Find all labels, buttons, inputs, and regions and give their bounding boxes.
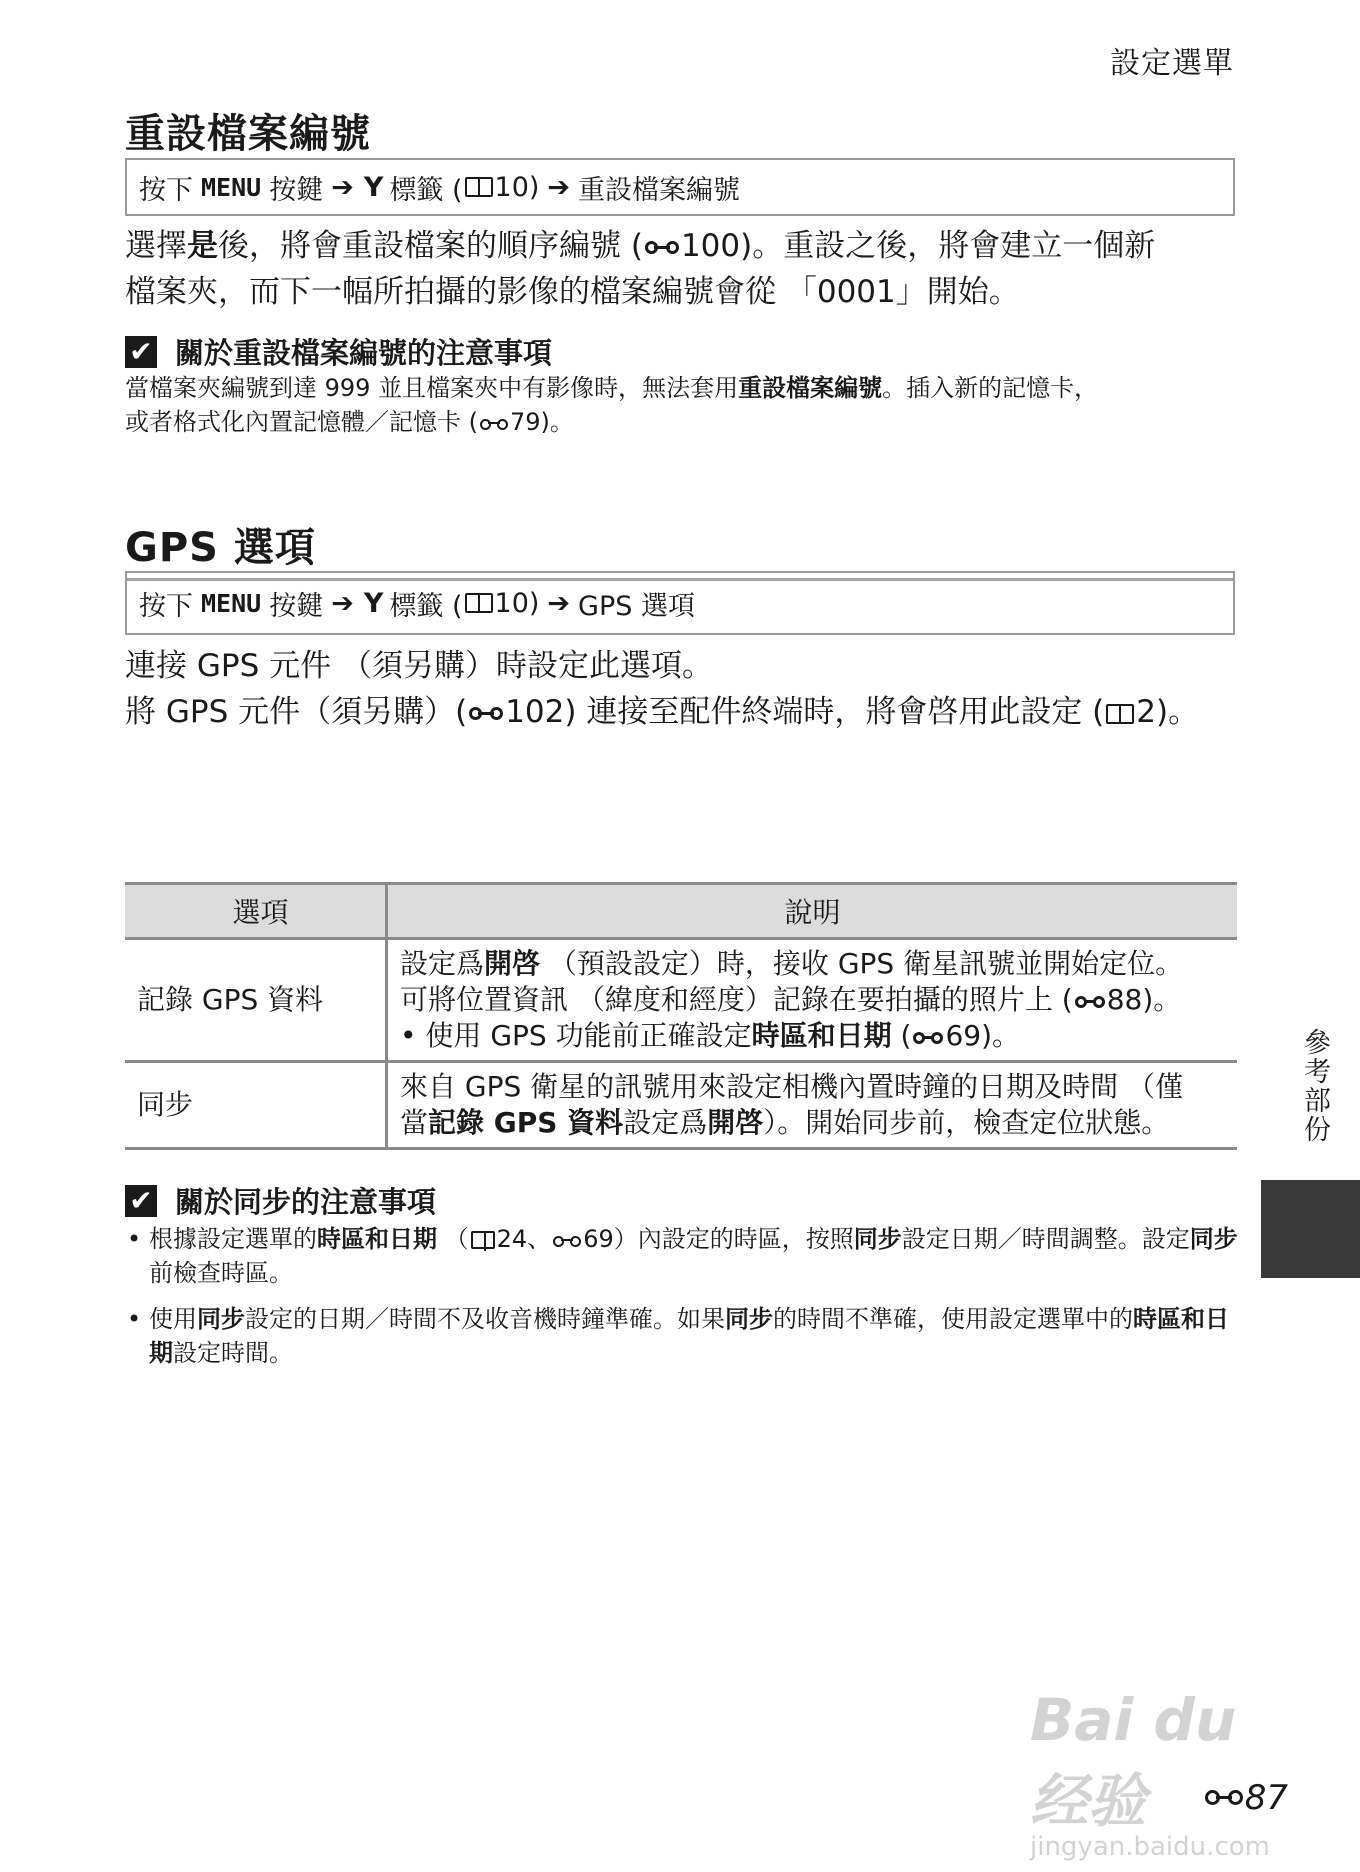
desc-text: 設定爲 (400, 947, 485, 980)
note-text: 根據設定選單的 (149, 1225, 317, 1253)
note-text: 前檢查時區。 (149, 1259, 293, 1287)
menu-key: MENU (201, 172, 262, 202)
note-text: 或者格式化內置記憶體／記憶卡 ( (125, 408, 478, 436)
note-text: （ (437, 1225, 469, 1253)
note-bold: 同步 (725, 1305, 773, 1333)
body-text: 102) 連接至配件終端時，將會啓用此設定 ( (505, 694, 1105, 730)
wrench-icon: Y (363, 587, 384, 619)
body-text: 後，將會重設檔案的順序編號 ( (218, 228, 643, 264)
body-text: 連接 GPS 元件 （須另購）時設定此選項。 (125, 648, 713, 684)
note-bold: 重設檔案編號 (738, 374, 883, 402)
menu-path-prefix: 按下 (139, 590, 193, 622)
menu-path-box (125, 158, 1235, 216)
menu-key: MENU (201, 588, 262, 618)
body-text: 100)。重設之後，將會建立一個新 (680, 228, 1156, 264)
note-bold: 時區和日期 (317, 1225, 437, 1253)
menu-tab: 標籤 ( (389, 174, 463, 206)
page-number-text: 87 (1244, 1778, 1288, 1818)
watermark-url: jingyan.baidu.com (1030, 1832, 1270, 1862)
section-title-reset-file-numbering: 重設檔案編號 (125, 111, 371, 157)
body-bold: 是 (187, 228, 218, 264)
reference-icon (645, 238, 679, 258)
note-text: 的時間不準確，使用設定選單中的 (773, 1305, 1133, 1333)
desc-bold: 時區和日期 (751, 1019, 892, 1052)
desc-bold: 記錄 GPS 資料 (428, 1106, 624, 1139)
option-description (387, 939, 1238, 1062)
page-number (1203, 1778, 1288, 1818)
note-title-text: 關於重設檔案編號的注意事項 (175, 336, 553, 370)
menu-page: 10) (494, 171, 540, 203)
desc-text: 設定爲 (623, 1106, 708, 1139)
desc-text: 69)。 (945, 1019, 1020, 1052)
side-tab-label: 參考部份 (1299, 1028, 1330, 1144)
menu-path-prefix: 按下 (139, 174, 193, 206)
body-text: 選擇 (125, 228, 187, 264)
list-item (125, 1222, 1240, 1290)
list-item (125, 1302, 1240, 1370)
menu-path-box (125, 571, 1235, 635)
gps-options-table (125, 882, 1237, 1150)
arrow-right-icon: ➔ (547, 587, 571, 619)
body-text: 將 GPS 元件（須另購）( (125, 694, 468, 730)
section-header: 設定選單 (1110, 46, 1234, 81)
note-text: 設定的日期／時間不及收音機時鐘準確。如果 (245, 1305, 725, 1333)
arrow-right-icon: ➔ (547, 171, 571, 203)
note-body-reset (125, 371, 1240, 439)
arrow-right-icon: ➔ (331, 587, 354, 619)
book-icon (465, 177, 493, 197)
check-icon: ✔ (125, 1185, 157, 1217)
menu-target: 重設檔案編號 (578, 174, 741, 206)
table-header-description: 說明 (387, 884, 1238, 939)
menu-tab: 標籤 ( (389, 590, 463, 622)
section-title-gps-options: GPS 選項 (125, 525, 316, 571)
table-row (125, 1062, 1237, 1149)
note-bold: 時區和日期 (149, 1305, 1229, 1367)
note-text: 。插入新的記憶卡， (882, 374, 1099, 402)
note-text: 24、 (496, 1225, 552, 1253)
check-icon: ✔ (125, 336, 157, 368)
note-text: 設定日期／時間調整。設定 (901, 1225, 1190, 1253)
menu-key-suffix: 按鍵 (269, 174, 324, 206)
desc-text: 使用 GPS 功能前正確設定 (425, 1019, 752, 1052)
note-title-text: 關於同步的注意事項 (175, 1185, 437, 1219)
menu-target: GPS 選項 (578, 590, 695, 622)
watermark-brand: Bai du 经验 (1030, 1686, 1237, 1835)
option-name: 記錄 GPS 資料 (125, 939, 387, 1062)
desc-text: 來自 GPS 衛星的訊號用來設定相機內置時鐘的日期及時間 （僅 (400, 1070, 1184, 1103)
body-text: 2)。 (1136, 694, 1200, 730)
reference-icon (913, 1029, 943, 1047)
desc-bold: 開啓 (707, 1106, 764, 1139)
menu-key-suffix: 按鍵 (269, 590, 324, 622)
section1-body (125, 223, 1240, 315)
table-header-option: 選項 (125, 884, 387, 939)
book-icon (1106, 704, 1134, 724)
table-row (125, 939, 1237, 1062)
reference-icon (1075, 993, 1105, 1011)
section2-body (125, 643, 1240, 735)
option-description (387, 1062, 1238, 1149)
bullet-icon: • (400, 1019, 426, 1052)
desc-text: （預設設定）時，接收 GPS 衛星訊號並開始定位。 (540, 947, 1184, 980)
reference-icon (1205, 1787, 1243, 1809)
desc-text: 可將位置資訊 （緯度和經度）記錄在要拍攝的照片上 ( (400, 983, 1073, 1016)
note-text: 使用 (149, 1305, 197, 1333)
table-header-row (125, 884, 1237, 939)
note-bold: 同步 (1189, 1225, 1238, 1253)
body-text: 檔案夾，而下一幅所拍攝的影像的檔案編號會從 「0001」開始。 (125, 274, 1020, 310)
note-bullet-list (125, 1222, 1240, 1382)
note-title-reset (125, 331, 552, 372)
book-icon (465, 593, 493, 613)
note-text: 設定時間。 (173, 1339, 293, 1367)
book-icon (471, 1231, 495, 1249)
side-tab-marker (1261, 1180, 1360, 1278)
note-text: 當檔案夾編號到達 999 並且檔案夾中有影像時，無法套用 (125, 374, 739, 402)
wrench-icon: Y (363, 171, 384, 203)
desc-bold: 開啓 (484, 947, 541, 980)
note-title-sync (125, 1180, 436, 1221)
reference-icon (480, 416, 508, 432)
desc-text: 88)。 (1106, 983, 1182, 1016)
option-name: 同步 (125, 1062, 387, 1149)
desc-text: ）。開始同步前，檢查定位狀態。 (763, 1106, 1170, 1139)
desc-text: 當 (400, 1106, 429, 1139)
note-text: 79)。 (510, 408, 574, 436)
note-text: 69）內設定的時區，按照 (583, 1225, 854, 1253)
note-bold: 同步 (197, 1305, 245, 1333)
desc-text: ( (891, 1019, 912, 1052)
reference-icon (553, 1233, 581, 1249)
arrow-right-icon: ➔ (331, 171, 354, 203)
note-bold: 同步 (853, 1225, 902, 1253)
reference-icon (469, 704, 503, 724)
menu-page: 10) (494, 587, 540, 619)
